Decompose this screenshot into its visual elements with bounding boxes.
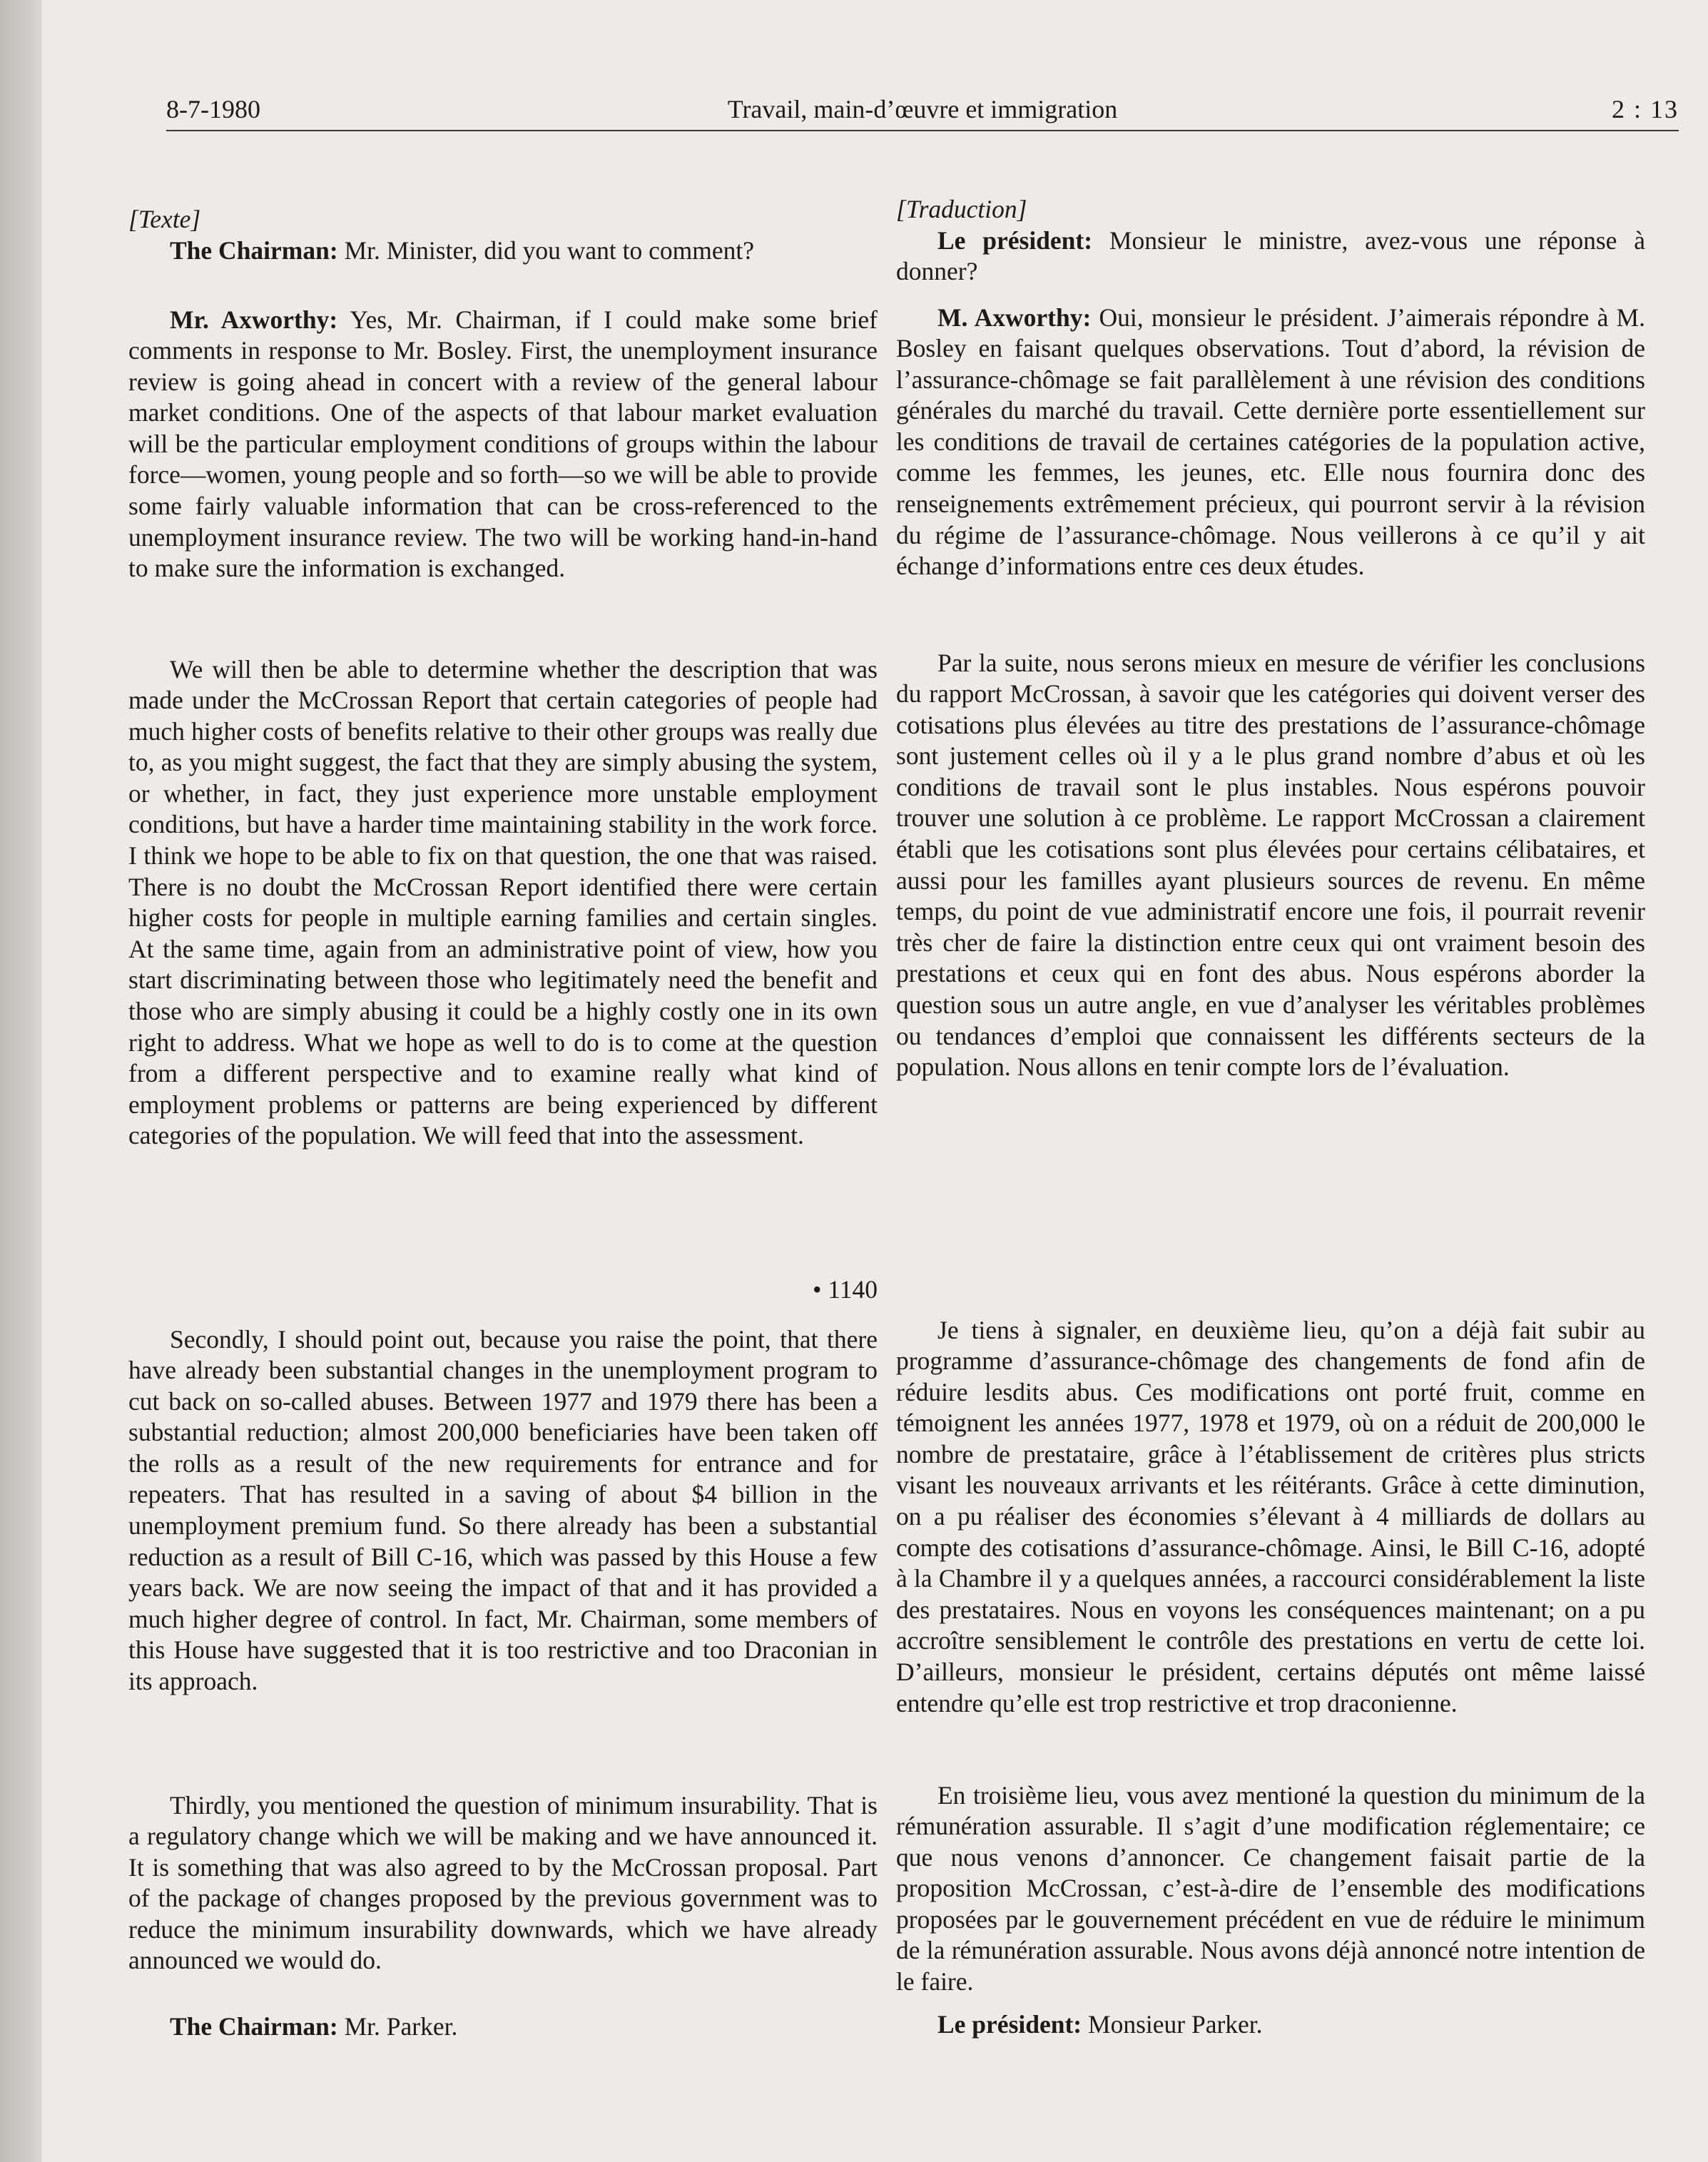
speech-text: Mr. Parker. xyxy=(337,2011,458,2041)
chairman-remark-english xyxy=(128,235,878,267)
page-header xyxy=(166,86,1679,131)
speech-text: Yes, Mr. Chairman, if I could make some brief comments in response to Mr. Bosley. First, the unemployment insurance review is going ahead in concert with a review of the general labour market conditions. One of the aspects of that labour market evaluation will be the particular employment conditions of groups within the labour force—women, young people and so forth—so we will be able to provide some fairly valuable information that can be cross-referenced to the unemployment insurance review. The two will be working hand-in-hand to make sure the information is exchanged. xyxy=(128,305,878,583)
president-remark-french xyxy=(896,225,1645,288)
speech-text: Monsieur Parker. xyxy=(1082,2009,1263,2039)
speaker-name: Le président: xyxy=(937,2009,1082,2039)
header-title: Travail, main-d’œuvre et immigration xyxy=(727,95,1118,123)
speaker-name: M. Axworthy: xyxy=(937,303,1092,332)
axworthy-statement-english xyxy=(128,305,878,584)
chairman-closing-english xyxy=(128,2011,878,2043)
president-closing-french xyxy=(896,2009,1645,2041)
speech-text: Oui, monsieur le président. J’aimerais répondre à M. Bosley en faisant quelques observations. Tout d’abord, la révision de l’assurance-chômage se fait parallèlement à une révision des conditions générales du marché du travail. Cette dernière porte essentiellement sur les conditions de travail de certaines catégories de la population active, comme les femmes, les jeunes, etc. Elle nous fournira donc des renseignements extrêmement précieux, qui pourront servir à la révision du régime de l’assurance-chômage. Nous veillerons à ce qu’il y ait échange d’informations entre ces deux études. xyxy=(896,303,1645,581)
speech-text: Monsieur le ministre, avez-vous une réponse à donner? xyxy=(896,225,1645,286)
speaker-name: The Chairman: xyxy=(170,2011,338,2041)
section-label-english: [Texte] xyxy=(128,204,201,233)
section-label-french: [Traduction] xyxy=(896,194,1027,223)
paragraph-french-4: En troisième lieu, vous avez mentioné la question du minimum de la rémunération assurable. Il s’agit d’une modification réglementaire; ce que nous venons d’annoncer. Ce changement faisait partie de la proposition McCrossan, c’est-à-dire de l’ensemble des modifications proposées par le gouvernement précédent en vue de réduire le minimum de la rémunération assurable. Nous avons déjà annoncé notre intention de le faire. xyxy=(896,1780,1645,1996)
axworthy-statement-french xyxy=(896,303,1645,582)
paragraph-english-2: We will then be able to determine whether the description that was made under the McCrossan Report that certain categories of people had much higher costs of benefits relative to their other groups was really due to, as you might suggest, the fact that they are simply abusing the system, or whether, in fact, they just experience more unstable employment conditions, but have a harder time maintaining stability in the work force. I think we hope to be able to fix on that question, the one that was raised. There is no doubt the McCrossan Report identified there were certain higher costs for people in multiple earning families and certain singles. At the same time, again from an administrative point of view, how you start discriminating between those who legitimately need the benefit and those who are simply abusing it could be a highly costly one in its own right to address. What we hope as well to do is to come at the question from a different perspective and to examine really what kind of employment problems or patterns are being experienced by different categories of the population. We will feed that into the assessment. xyxy=(128,654,878,1150)
speaker-name: The Chairman: xyxy=(170,235,338,265)
speaker-name: Mr. Axworthy: xyxy=(170,305,338,334)
header-date: 8-7-1980 xyxy=(166,95,260,123)
speaker-name: Le président: xyxy=(937,225,1093,255)
paragraph-english-4: Thirdly, you mentioned the question of minimum insurability. That is a regulatory change which we will be making and we have announced it. It is something that was also agreed to by the McCrossan proposal. Part of the package of changes proposed by the previous government was to reduce the minimum insurability downwards, which we have already announced we would do. xyxy=(128,1790,878,1975)
speech-text: Mr. Minister, did you want to comment? xyxy=(337,235,754,265)
paragraph-french-2: Par la suite, nous serons mieux en mesure de vérifier les conclusions du rapport McCrossan, à savoir que les catégories qui doivent verser des cotisations plus élevées au titre des prestations de l’assurance-chômage sont justement celles où il y a le plus grand nombre d’abus et où les conditions de travail sont le plus instables. Nous espérons pouvoir trouver une solution à ce problème. Le rapport McCrossan a clairement établi que les cotisations sont plus élevées pour certains célibataires, et aussi pour les familles ayant plusieurs sources de revenu. En même temps, du point de vue administratif encore une fois, il pourrait revenir très cher de faire la distinction entre ceux qui ont vraiment besoin des prestations et ceux qui en font des abus. Nous espérons aborder la question sous un autre angle, en vue d’analyser les véritables problèmes ou tendances d’emploi que connaissent les différents secteurs de la population. Nous allons en tenir compte lors de l’évaluation. xyxy=(896,648,1645,1082)
book-spine-shadow xyxy=(0,0,41,2162)
header-page-number: 2 : 13 xyxy=(1611,95,1679,123)
time-marker: • 1140 xyxy=(813,1274,878,1304)
paragraph-french-3: Je tiens à signaler, en deuxième lieu, qu’on a déjà fait subir au programme d’assurance-chômage des changements de fond afin de réduire lesdits abus. Ces modifications ont porté fruit, comme en témoignent les années 1977, 1978 et 1979, où on a réduit de 200,000 le nombre de prestataire, grâce à l’établissement de critères plus stricts visant les nouveaux arrivants et les réitérants. Grâce à cette diminution, on a pu réaliser des économies s’élevant à 4 milliards de dollars au compte des cotisations d’assurance-chômage. Ainsi, le Bill C-16, adopté à la Chambre il y a quelques années, a raccourci considérablement la liste des prestataires. Nous en voyons les conséquences maintenant; on a pu accroître sensiblement le contrôle des prestations en vertu de cette loi. D’ailleurs, monsieur le président, certains députés ont même laissé entendre qu’elle est trop restrictive et trop draconienne. xyxy=(896,1315,1645,1717)
document-page xyxy=(41,0,1708,2162)
paragraph-english-3: Secondly, I should point out, because you raise the point, that there have already been substantial changes in the unemployment program to cut back on so-called abuses. Between 1977 and 1979 there has been a substantial reduction; almost 200,000 beneficiaries have been taken off the rolls as a result of the new requirements for entrance and for repeaters. That has resulted in a saving of about $4 billion in the unemployment premium fund. So there already has been a substantial reduction as a result of Bill C-16, which was passed by this House a few years back. We are now seeing the impact of that and it has provided a much higher degree of control. In fact, Mr. Chairman, some members of this House have suggested that it is too restrictive and too Draconian in its approach. xyxy=(128,1324,878,1696)
